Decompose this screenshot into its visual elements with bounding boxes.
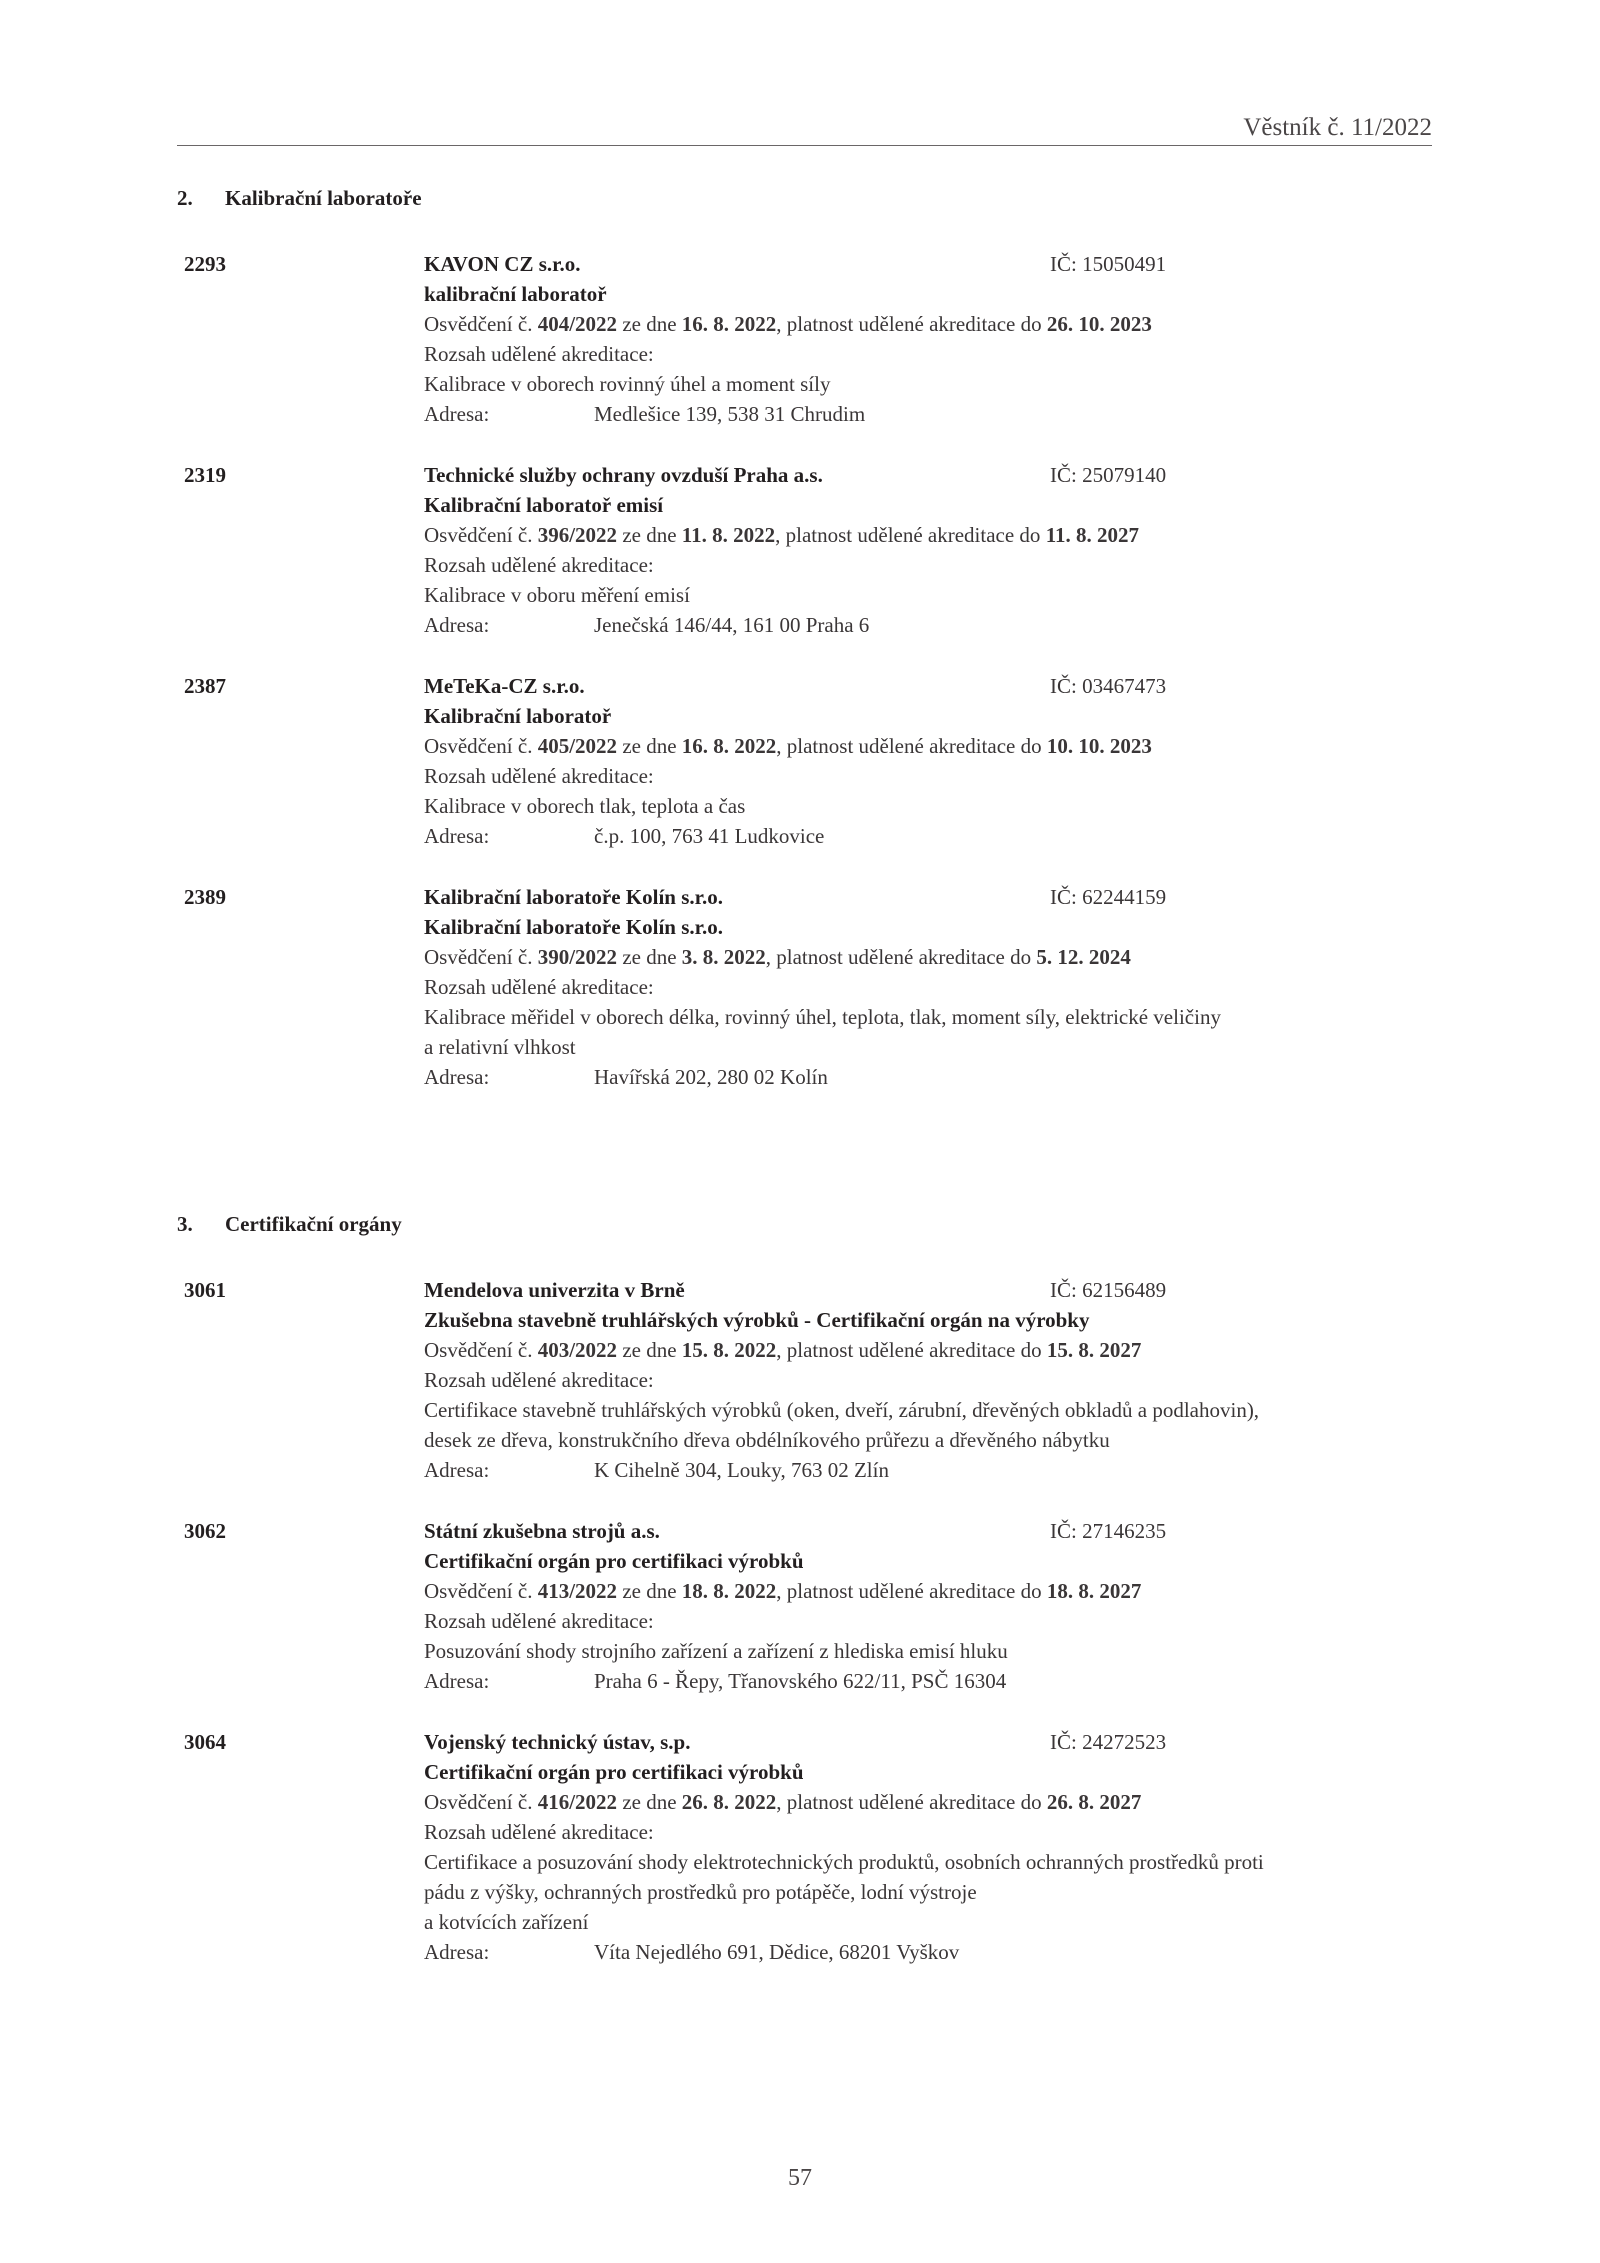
certificate-date-prefix: ze dne — [617, 312, 682, 336]
certificate-line — [424, 942, 1404, 972]
entry-header-line — [424, 1516, 1404, 1546]
address-value: Havířská 202, 280 02 Kolín — [594, 1065, 828, 1089]
validity-text: , platnost udělené akreditace do — [776, 1338, 1047, 1362]
registry-entry — [0, 460, 1600, 640]
validity-text: , platnost udělené akreditace do — [776, 312, 1047, 336]
address-row — [424, 1062, 1404, 1092]
entry-body — [424, 882, 1404, 1092]
certificate-date: 11. 8. 2022 — [681, 523, 776, 547]
entry-body — [424, 249, 1404, 429]
unit-name: Kalibrační laboratoř emisí — [424, 493, 664, 517]
address-label: Adresa: — [424, 1940, 490, 1964]
scope-text: Kalibrace v oboru měření emisí — [424, 583, 690, 607]
entry-id: 3062 — [184, 1519, 226, 1543]
validity-text: , platnost udělené akreditace do — [776, 1790, 1047, 1814]
registry-entry — [0, 1275, 1600, 1485]
organization-name: Technické služby ochrany ovzduší Praha a.s. — [424, 463, 823, 487]
certificate-date: 15. 8. 2022 — [681, 1338, 777, 1362]
section-heading — [177, 1209, 402, 1239]
section-number: 2. — [177, 186, 193, 210]
entry-body — [424, 1275, 1404, 1485]
certificate-line — [424, 1335, 1404, 1365]
certificate-prefix: Osvědčení č. — [424, 312, 538, 336]
organization-name: MeTeKa-CZ s.r.o. — [424, 674, 585, 698]
certificate-date: 18. 8. 2022 — [681, 1579, 777, 1603]
address-label: Adresa: — [424, 824, 490, 848]
entry-header-line — [424, 671, 1404, 701]
scope-text: Kalibrace v oborech rovinný úhel a moment síly — [424, 372, 831, 396]
certificate-date-prefix: ze dne — [617, 523, 682, 547]
unit-name: Kalibrační laboratoř — [424, 704, 612, 728]
entry-header-line — [424, 882, 1404, 912]
valid-until-date: 10. 10. 2023 — [1046, 734, 1152, 758]
address-label: Adresa: — [424, 613, 490, 637]
section-entries — [0, 249, 1600, 1123]
entry-id: 2389 — [184, 885, 226, 909]
certificate-number: 405/2022 — [537, 734, 618, 758]
ico-number: IČ: 62244159 — [1050, 885, 1167, 909]
header-title: Věstník č. 11/2022 — [1243, 114, 1432, 141]
organization-name: Vojenský technický ústav, s.p. — [424, 1730, 691, 1754]
certificate-date: 26. 8. 2022 — [681, 1790, 777, 1814]
validity-text: , platnost udělené akreditace do — [775, 523, 1046, 547]
scope-text: Certifikace a posuzování shody elektrotechnických produktů, osobních ochranných prostředků proti — [424, 1850, 1264, 1874]
certificate-line — [424, 731, 1404, 761]
certificate-date: 16. 8. 2022 — [681, 312, 777, 336]
organization-name: KAVON CZ s.r.o. — [424, 252, 581, 276]
valid-until-date: 18. 8. 2027 — [1046, 1579, 1142, 1603]
unit-name: Certifikační orgán pro certifikaci výrobků — [424, 1549, 804, 1573]
valid-until-date: 26. 10. 2023 — [1046, 312, 1152, 336]
entry-id: 2293 — [184, 252, 226, 276]
scope-text: Kalibrace měřidel v oborech délka, rovinný úhel, teplota, tlak, moment síly, elektrické veličiny — [424, 1005, 1221, 1029]
unit-name: Zkušebna stavebně truhlářských výrobků - Certifikační orgán na výrobky — [424, 1308, 1090, 1332]
section-title: Kalibrační laboratoře — [225, 186, 422, 210]
certificate-prefix: Osvědčení č. — [424, 945, 538, 969]
registry-entry — [0, 882, 1600, 1092]
registry-entry — [0, 671, 1600, 851]
address-row — [424, 1666, 1404, 1696]
scope-label: Rozsah udělené akreditace: — [424, 342, 654, 366]
certificate-number: 404/2022 — [537, 312, 618, 336]
ico-number: IČ: 62156489 — [1050, 1278, 1167, 1302]
address-label: Adresa: — [424, 1458, 490, 1482]
certificate-date-prefix: ze dne — [617, 734, 682, 758]
organization-name: Mendelova univerzita v Brně — [424, 1278, 685, 1302]
certificate-number: 396/2022 — [537, 523, 618, 547]
section-title: Certifikační orgány — [225, 1212, 402, 1236]
certificate-number: 403/2022 — [537, 1338, 618, 1362]
registry-entry — [0, 1516, 1600, 1696]
validity-text: , platnost udělené akreditace do — [765, 945, 1037, 969]
registry-entry — [0, 249, 1600, 429]
ico-number: IČ: 24272523 — [1050, 1730, 1167, 1754]
address-row — [424, 399, 1404, 429]
certificate-date: 16. 8. 2022 — [681, 734, 777, 758]
address-value: Medlešice 139, 538 31 Chrudim — [594, 402, 866, 426]
scope-text: Kalibrace v oborech tlak, teplota a čas — [424, 794, 746, 818]
certificate-line — [424, 1576, 1404, 1606]
scope-text: desek ze dřeva, konstrukčního dřeva obdélníkového průřezu a dřevěného nábytku — [424, 1428, 1110, 1452]
address-value: Víta Nejedlého 691, Dědice, 68201 Vyškov — [594, 1940, 960, 1964]
entry-id: 3061 — [184, 1278, 226, 1302]
scope-text: a kotvících zařízení — [424, 1910, 589, 1934]
scope-label: Rozsah udělené akreditace: — [424, 1609, 654, 1633]
section-heading — [177, 183, 422, 213]
address-row — [424, 610, 1404, 640]
scope-label: Rozsah udělené akreditace: — [424, 1368, 654, 1392]
scope-text: Certifikace stavebně truhlářských výrobků (oken, dveří, zárubní, dřevěných obkladů a podlahovin), — [424, 1398, 1260, 1422]
entry-header-line — [424, 1727, 1404, 1757]
address-label: Adresa: — [424, 1669, 490, 1693]
section-entries — [0, 1275, 1600, 1998]
valid-until-date: 26. 8. 2027 — [1046, 1790, 1142, 1814]
certificate-date-prefix: ze dne — [617, 945, 682, 969]
scope-text: pádu z výšky, ochranných prostředků pro potápěče, lodní výstroje — [424, 1880, 977, 1904]
entry-body — [424, 1516, 1404, 1696]
ico-number: IČ: 27146235 — [1050, 1519, 1167, 1543]
organization-name: Státní zkušebna strojů a.s. — [424, 1519, 660, 1543]
entry-body — [424, 1727, 1404, 1967]
certificate-prefix: Osvědčení č. — [424, 1579, 538, 1603]
entry-id: 3064 — [184, 1730, 226, 1754]
certificate-number: 390/2022 — [537, 945, 618, 969]
unit-name: kalibrační laboratoř — [424, 282, 607, 306]
address-label: Adresa: — [424, 402, 490, 426]
certificate-prefix: Osvědčení č. — [424, 523, 538, 547]
header-rule — [177, 145, 1432, 146]
certificate-prefix: Osvědčení č. — [424, 1338, 538, 1362]
valid-until-date: 5. 12. 2024 — [1036, 945, 1131, 969]
certificate-number: 416/2022 — [537, 1790, 618, 1814]
valid-until-date: 11. 8. 2027 — [1045, 523, 1140, 547]
ico-number: IČ: 15050491 — [1050, 252, 1167, 276]
certificate-date: 3. 8. 2022 — [681, 945, 766, 969]
registry-entry — [0, 1727, 1600, 1967]
section-number: 3. — [177, 1212, 193, 1236]
ico-number: IČ: 25079140 — [1050, 463, 1167, 487]
address-value: č.p. 100, 763 41 Ludkovice — [594, 824, 825, 848]
page-number: 57 — [788, 2165, 812, 2191]
entry-header-line — [424, 460, 1404, 490]
entry-header-line — [424, 1275, 1404, 1305]
organization-name: Kalibrační laboratoře Kolín s.r.o. — [424, 885, 724, 909]
certificate-line — [424, 309, 1404, 339]
entry-header-line — [424, 249, 1404, 279]
certificate-number: 413/2022 — [537, 1579, 618, 1603]
entry-body — [424, 671, 1404, 851]
address-value: K Cihelně 304, Louky, 763 02 Zlín — [594, 1458, 889, 1482]
ico-number: IČ: 03467473 — [1050, 674, 1167, 698]
certificate-prefix: Osvědčení č. — [424, 734, 538, 758]
address-row — [424, 821, 1404, 851]
entry-id: 2319 — [184, 463, 226, 487]
unit-name: Kalibrační laboratoře Kolín s.r.o. — [424, 915, 724, 939]
scope-label: Rozsah udělené akreditace: — [424, 975, 654, 999]
unit-name: Certifikační orgán pro certifikaci výrobků — [424, 1760, 804, 1784]
certificate-date-prefix: ze dne — [617, 1790, 682, 1814]
address-value: Praha 6 - Řepy, Třanovského 622/11, PSČ 16304 — [594, 1669, 1007, 1693]
entry-body — [424, 460, 1404, 640]
address-value: Jenečská 146/44, 161 00 Praha 6 — [594, 613, 870, 637]
address-row — [424, 1455, 1404, 1485]
scope-label: Rozsah udělené akreditace: — [424, 1820, 654, 1844]
scope-label: Rozsah udělené akreditace: — [424, 553, 654, 577]
entry-id: 2387 — [184, 674, 226, 698]
certificate-line — [424, 1787, 1404, 1817]
certificate-date-prefix: ze dne — [617, 1338, 682, 1362]
certificate-line — [424, 520, 1404, 550]
scope-text: a relativní vlhkost — [424, 1035, 576, 1059]
address-label: Adresa: — [424, 1065, 490, 1089]
certificate-date-prefix: ze dne — [617, 1579, 682, 1603]
scope-label: Rozsah udělené akreditace: — [424, 764, 654, 788]
validity-text: , platnost udělené akreditace do — [776, 734, 1047, 758]
certificate-prefix: Osvědčení č. — [424, 1790, 538, 1814]
scope-text: Posuzování shody strojního zařízení a zařízení z hlediska emisí hluku — [424, 1639, 1008, 1663]
address-row — [424, 1937, 1404, 1967]
valid-until-date: 15. 8. 2027 — [1046, 1338, 1142, 1362]
validity-text: , platnost udělené akreditace do — [776, 1579, 1047, 1603]
